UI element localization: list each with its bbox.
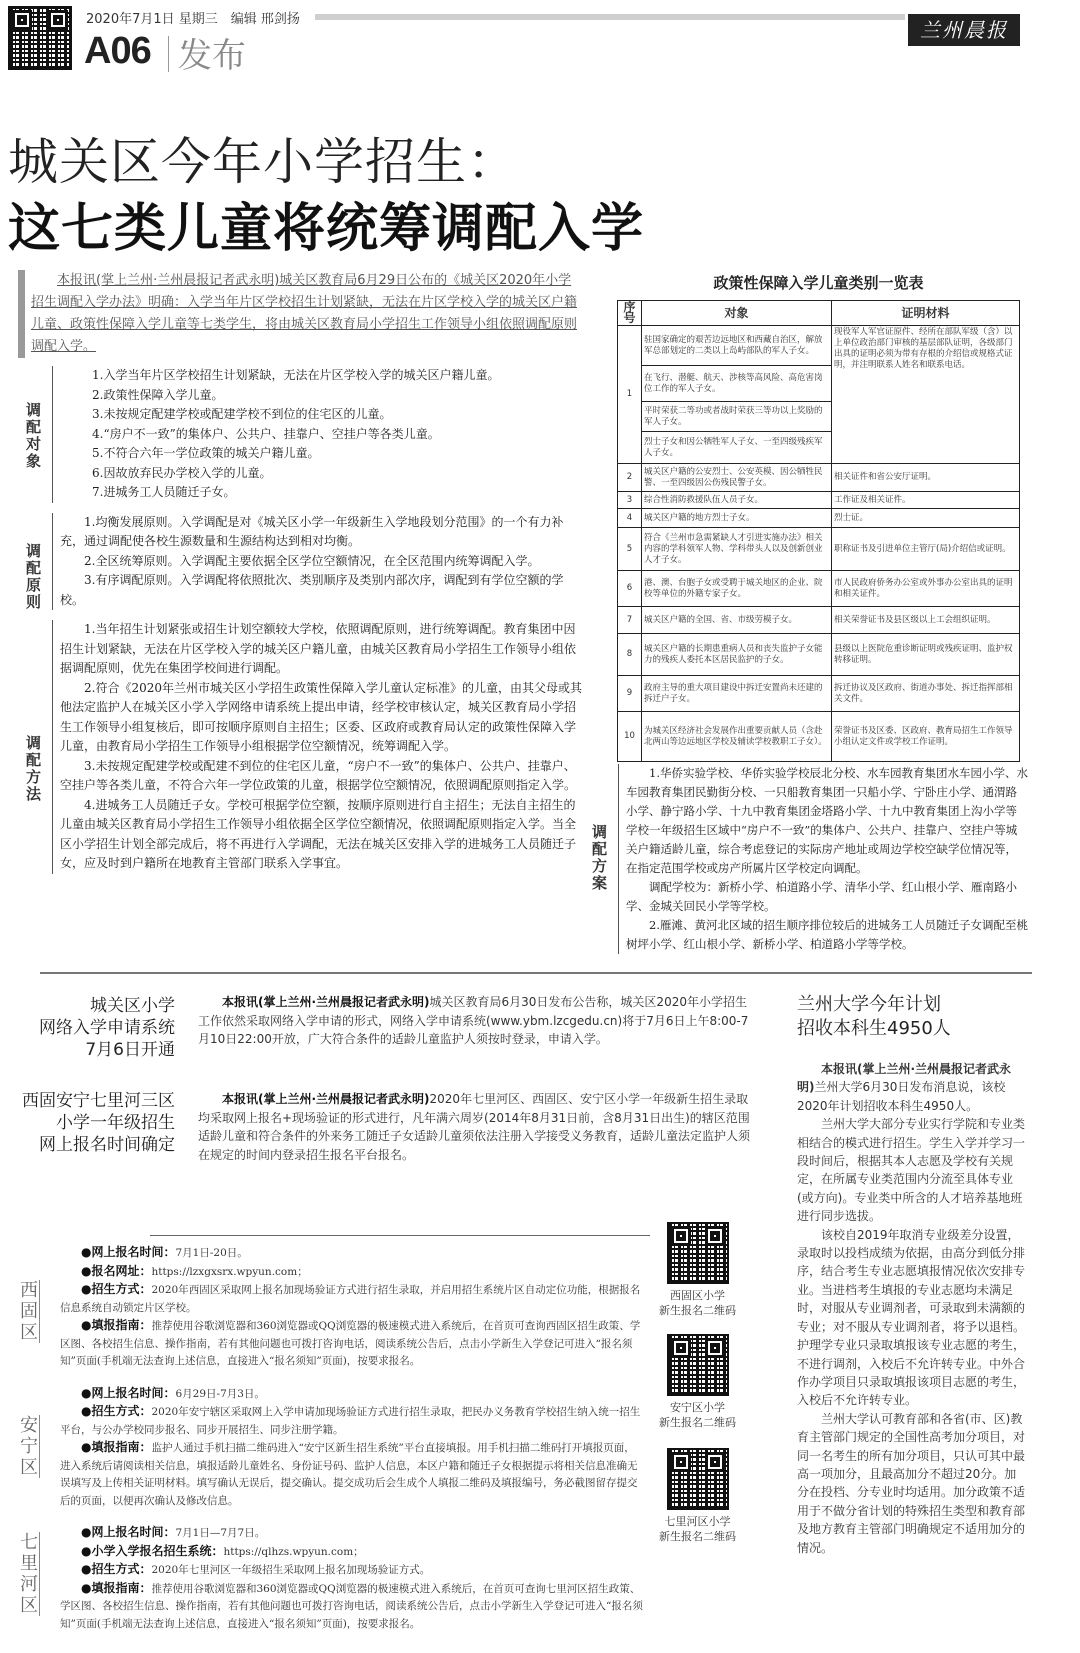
table-title: 政策性保障入学儿童类别一览表 — [713, 274, 924, 292]
callout-line — [150, 1235, 650, 1236]
qr-caption: 西固区小学 — [670, 1289, 725, 1302]
qr-code[interactable] — [667, 1222, 729, 1284]
method-item: 3.未按规定配建学校或配建不到位的住宅区儿童，“房户不一致”的集体户、公共户、挂靠户、空挂户等各类儿童，不符合六年一学位政策的儿童，根据学位空额情况，依照调配原则指定入学。 — [60, 758, 577, 792]
news2-text: 2020年七里河区、西固区、安宁区小学一年级新生招生录取均采取网上报名+现场验证的形式进行，凡年满六周岁(2014年8月31日前，含8月31日出生)的辖区范围适龄儿童和符合条件的外来务工随迁子女适龄儿童须依法注册入学接受义务教育，适龄儿童法定监护人须在规定的时间内登录招生报名平台报名。 — [198, 1092, 751, 1162]
item-key: ●小学入学报名招生系统： — [81, 1543, 224, 1558]
district-label: 西固区 — [20, 1280, 38, 1343]
item-key: ●网上报名时间： — [81, 1525, 176, 1539]
item-key: ●填报指南： — [81, 1318, 152, 1332]
table-row — [618, 509, 1020, 528]
title-line: 城关区小学 — [90, 996, 175, 1016]
section-label: 调配对象 — [26, 401, 42, 470]
item-key: ●填报指南： — [81, 1580, 152, 1595]
news2-body — [198, 1090, 750, 1164]
item-value: 2020年七里河区一年级招生采取网上报名加现场验证方式。 — [151, 1564, 431, 1576]
news2-title — [22, 1090, 175, 1156]
bracket-line — [52, 620, 53, 874]
row-number: 7 — [618, 607, 642, 634]
district-label: 安宁区 — [20, 1414, 38, 1478]
item-key: ●填报指南： — [81, 1440, 152, 1454]
item-value: 2020年安宁辖区采取网上入学申请加现场验证方式进行招生录取，把民办义务教育学校招生纳入统一招生平台，与公办学校同步报名、同步开展招生、同步注册学籍。 — [60, 1406, 641, 1436]
title-line: 小学一年级招生 — [56, 1113, 175, 1133]
editor: 编辑 邢剑扬 — [230, 12, 300, 27]
row-proof: 相关证件和省公安厅证明。 — [832, 464, 1020, 492]
left-column — [20, 366, 582, 874]
row-number: 10 — [618, 712, 642, 762]
row-number: 6 — [618, 571, 642, 607]
issue-date: 2020年7月1日 星期三 — [86, 12, 218, 27]
item-value: 监护人通过手机扫描二维码进入“安宁区新生招生系统”平台直接填报。用手机扫描二维码打开填报页面，进入系统后请阅读相关信息，填报适龄儿童姓名、身份证号码、监护人信息，本区户籍和随迁子女根据提示将相关信息准确无误填写及上传相关证明材料。填写确认无误后，提交确认。提交成功后会生成个人填报二维码及填报编号，务必截图留存提交后的页面，以便再次确认及修改信息。 — [60, 1442, 638, 1507]
title-line: 招收本科生4950人 — [797, 1018, 951, 1039]
plan-section — [586, 764, 1028, 954]
qr-caption: 七里河区小学 — [664, 1515, 731, 1528]
qr-caption: 新生报名二维码 — [659, 1416, 736, 1429]
page-qr-code — [8, 6, 72, 70]
bracket-line — [618, 764, 619, 954]
lzu-byline: 本报讯(掌上兰州·兰州晨报记者武永明) — [797, 1062, 1012, 1095]
row-object: 综合性消防救援队伍人员子女。 — [642, 492, 832, 509]
districts — [20, 1244, 645, 1633]
news1-byline: 本报讯(掌上兰州·兰州晨报记者武永明) — [222, 995, 430, 1009]
principles-section — [20, 513, 582, 611]
title-line: 网络入学申请系统 — [39, 1018, 175, 1038]
section-divider — [40, 972, 1032, 974]
row-proof: 现役军人军官证原件、经所在部队军级（含）以上单位政治部门审核的基层部队证明，各级部门出具的证明必须为带有存根的介绍信或规格式证明，并注明联系人姓名和联系电话。 — [832, 326, 1020, 464]
qr-caption: 新生报名二维码 — [659, 1304, 736, 1317]
targets-section — [20, 366, 582, 503]
row-number: 2 — [618, 464, 642, 492]
registration-link[interactable]: https://qlhzs.wpyun.com； — [223, 1545, 364, 1558]
plan-item: 调配学校为：新桥小学、柏道路小学、清华小学、红山根小学、雁南路小学、金城关回民小学等学校。 — [626, 880, 1017, 913]
lead-paragraph — [18, 270, 578, 358]
district-xigu — [20, 1244, 645, 1371]
target-item: 6.因故放弃民办学校入学的儿童。 — [92, 465, 272, 480]
item-value: 7月1日-20日。 — [175, 1247, 248, 1259]
item-key: ●网上报名时间： — [81, 1385, 176, 1400]
row-proof: 烈士证。 — [832, 509, 1020, 528]
headline-line1: 城关区今年小学招生： — [8, 133, 518, 191]
issue-date-editor — [86, 8, 300, 27]
row-number: 4 — [618, 509, 642, 528]
title-line: 网上报名时间确定 — [39, 1135, 175, 1155]
plan-item: 1.华侨实验学校、华侨实验学校辰北分校、水车园教育集团水车园小学、水车园教育集团民勤街分校、一只船教育集团一只船小学、宁卧庄小学、通渭路小学、静宁路小学、十九中教育集团金塔路小学、十九中教育集团上沟小学等学校一年级招生区域中“房户不一致”的集体户、公共户、挂靠户、空挂户等城关户籍适龄儿童，综合考虑登记的实际房产地址或周边学校空缺学位情况等，在指定范围学校或房产所属片区学校定向调配。 — [626, 766, 1028, 875]
row-number: 8 — [618, 634, 642, 676]
item-value: 2020年西固区采取网上报名加现场验证方式进行招生录取，并启用招生系统片区自动定位功能，根据报名信息系统自动锁定片区学校。 — [60, 1284, 641, 1314]
qr-caption: 新生报名二维码 — [659, 1530, 736, 1543]
news1-text: 城关区教育局6月30日发布公告称，城关区2020年小学招生工作依然采取网络入学申请的形式，网络入学申请系统(www.ybm.lzcgedu.cn)将于7月6日上午8:00-7月10日22:00开放，广大符合条件的适龄儿童监护人须按时登录，申请入学。 — [198, 995, 749, 1046]
item-key: ●网上报名时间： — [81, 1245, 176, 1259]
headline-line2: 这七类儿童将统筹调配入学 — [8, 199, 645, 259]
row-object: 驻国家确定的艰苦边远地区和西藏自治区，解放军总部划定的二类以上岛屿部队的军人子女。 — [642, 326, 832, 366]
divider — [168, 36, 169, 72]
district-label: 七里河区 — [20, 1532, 38, 1616]
item-value: 6月29日-7月3日。 — [175, 1387, 265, 1400]
title-line: 西固安宁七里河三区 — [22, 1091, 175, 1111]
qr-block-anning — [650, 1334, 745, 1430]
news2-byline: 本报讯(掌上兰州·兰州晨报记者武永明) — [222, 1092, 430, 1106]
lzu-paragraph: 兰州大学大部分专业实行学院和专业类相结合的模式进行招生。学生入学并学习一段时间后，根据其本人志愿及学校有关规定，在所属专业类范围内分流至具体专业(或方向)。专业类中所含的人才培养基地班进行同步选拔。 — [797, 1117, 1026, 1224]
principle-item: 2.全区统筹原则。入学调配主要依据全区学位空额情况，在全区范围内统筹调配入学。 — [84, 553, 540, 568]
lzu-title — [797, 993, 951, 1041]
item-value: 推荐使用谷歌浏览器和360浏览器或QQ浏览器的极速模式进入系统后，在首页可查询七里河区招生政策、学区图、各校招生信息、操作指南，若有其他问题也可拨打咨询电话，阅读系统公告后，点击小学新生入学登记可进入“报名须知”页面(手机端无法查询上述信息，直接进入“报名须知”页面)，按要求报名。 — [60, 1582, 643, 1630]
column-header: 证明材料 — [832, 301, 1020, 326]
column-header: 对象 — [642, 301, 832, 326]
row-object: 政府主导的重大项目建设中拆迁安置尚未还建的拆迁户子女。 — [642, 676, 832, 712]
row-object: 港、澳、台胞子女或受聘于城关地区的企业、院校等单位的外籍专家子女。 — [642, 571, 832, 607]
item-value: 7月1日—7月7日。 — [175, 1527, 266, 1539]
row-proof: 工作证及相关证件。 — [832, 492, 1020, 509]
table-row — [618, 634, 1020, 676]
table-row — [618, 676, 1020, 712]
qr-code[interactable] — [667, 1448, 729, 1510]
item-key: ●招生方式： — [81, 1404, 152, 1418]
row-proof: 职称证书及引进单位主管厅(局)介绍信或证明。 — [832, 528, 1020, 571]
table-row — [618, 492, 1020, 509]
newspaper-logo: 兰州晨报 — [908, 14, 1020, 46]
qr-block-xigu — [650, 1222, 745, 1318]
method-item: 4.进城务工人员随迁子女。学校可根据学位空额，按顺序原则进行自主招生；无法自主招生的儿童由城关区教育局小学招生工作领导小组依据全区学位空额情况，依照调配原则指定入学。当全区小学招生计划全部完成后，将不再进行入学调配，无法在城关区安排入学的进城务工人员随迁子女，应及时到户籍所在地教育主管部门联系入学事宜。 — [60, 797, 577, 870]
district-anning — [20, 1385, 645, 1511]
section-label: 调配方案 — [592, 823, 608, 892]
section-label: 调配原则 — [26, 541, 42, 611]
target-item: 3.未按规定配建学校或配建学校不到位的住宅区的儿童。 — [92, 407, 392, 421]
principle-item: 3.有序调配原则。入学调配将依照批次、类别顺序及类别内部次序，调配到有学位空额的学校。 — [60, 573, 564, 607]
table-row — [618, 607, 1020, 634]
principle-item: 1.均衡发展原则。入学调配是对《城关区小学一年级新生入学地段划分范围》的一个有力补充，通过调配使各校生源数量和生源结构达到相对均衡。 — [60, 514, 564, 548]
method-item: 2.符合《2020年兰州市城关区小学招生政策性保障入学儿童认定标准》的儿童，由其父母或其他法定监护人在城关区小学入学网络申请系统上提出申请，经学校审核认定，城关区教育局小学招生工作领导小组复核后，即可按顺序原则自主招生；区委、区政府或教育局认定的政策性保障入学儿童，由教育局小学招生工作领导小组根据学位空额情况，统筹调配入学。 — [60, 680, 582, 753]
item-key: ●招生方式： — [81, 1562, 152, 1576]
qr-block-qilihe — [650, 1448, 745, 1544]
table-row — [618, 528, 1020, 571]
header-rule — [315, 14, 905, 20]
qr-caption: 安宁区小学 — [670, 1401, 725, 1414]
item-value: 推荐使用谷歌浏览器和360浏览器或QQ浏览器的极速模式进入系统后，在首页可查询西固区招生政策、学区图、各校招生信息、操作指南，若有其他问题也可拨打咨询电话，阅读系统公告后，点击小学新生入学登记可进入“报名须知”页面(手机端无法查询上述信息，直接进入“报名须知”页面)，按要求报名。 — [60, 1320, 641, 1367]
plan-item: 2.雁滩、黄河北区域的招生顺序排位较后的进城务工人员随迁子女调配至桃树坪小学、红山根小学、新桥小学、柏道路小学等学校。 — [626, 918, 1028, 951]
bracket-line — [52, 513, 53, 611]
row-proof: 市人民政府侨务办公室或外事办公室出具的证明和相关证件。 — [832, 571, 1020, 607]
row-object: 城关区户籍的公安烈士、公安英模、因公牺牲民警、一至四级因公伤残民警子女。 — [642, 464, 832, 492]
row-object: 符合《兰州市急需紧缺人才引进实施办法》相关内容的学科领军人物、学科带头人以及创新创业人才子女。 — [642, 528, 832, 571]
table-header-row — [618, 301, 1020, 326]
news1-body — [198, 993, 750, 1049]
lzu-paragraph: 兰州大学认可教育部和各省(市、区)教育主管部门规定的全国性高考加分项目，对同一名考生的所有加分项目，只认可其中最高一项加分，且最高加分不超过20分。加分在投档、分专业时均适用。加分政策不适用于不做分省计划的特殊招生类型和教育部及地方教育主管部门明确规定不适用加分的情况。 — [797, 1411, 1026, 1555]
column-header: 序号 — [618, 301, 642, 326]
row-object: 为城关区经济社会发展作出重要贡献人员（含赴北两山等边远地区学校及辅读学校教职工子女）。 — [642, 712, 832, 762]
row-number: 5 — [618, 528, 642, 571]
district-qilihe — [20, 1524, 645, 1633]
item-key: ●招生方式： — [81, 1282, 152, 1296]
section-name: 发布 — [178, 36, 246, 76]
row-object: 城关区户籍的长期患重病人员和丧失监护子女能力的残疾人委托本区居民监护的子女。 — [642, 634, 832, 676]
row-object: 城关区户籍的全国、省、市级劳模子女。 — [642, 607, 832, 634]
item-key: ●报名网址： — [81, 1263, 152, 1278]
target-item: 4.“房户不一致”的集体户、公共户、挂靠户、空挂户等各类儿童。 — [92, 426, 440, 441]
table-row — [618, 571, 1020, 607]
table-row — [618, 326, 1020, 366]
lzu-paragraph: 该校自2019年取消专业级差分设置，录取时以投档成绩为依据，由高分到低分排序，结合考生专业志愿填报情况依次安排专业。当进档考生填报的专业志愿均未满足时，对服从专业调剂者，可录取到未满额的专业；对不服从专业调剂者，将予以退档。护理学专业只录取填报该专业志愿的考生，不进行调剂，入校后不允许转专业。中外合作办学项目只录取填报该项目志愿的考生，入校后不允许转专业。 — [797, 1227, 1026, 1408]
row-proof: 荣誉证书及区委、区政府、教育局招生工作领导小组认定文件或学校工作证明。 — [832, 712, 1020, 762]
row-object: 在飞行、潜艇、航天、涉核等高风险、高危害岗位工作的军人子女。 — [642, 366, 832, 402]
target-item: 2.政策性保障入学儿童。 — [92, 387, 224, 402]
row-object: 烈士子女和因公牺牲军人子女、一至四级残疾军人子女。 — [642, 432, 832, 464]
lzu-paragraph: 兰州大学6月30日发布消息说，该校2020年计划招收本科生4950人。 — [797, 1080, 1006, 1113]
table-row — [618, 464, 1020, 492]
section-label: 调配方法 — [26, 734, 42, 803]
method-item: 1.当年招生计划紧张或招生计划空额较大学校，依照调配原则，进行统筹调配。教育集团中因招生计划紧缺，无法在片区学校入学的城关区户籍儿童，由城关区教育局小学招生工作领导小组依据调配原则，优先在集团学校间进行调配。 — [60, 622, 577, 675]
methods-section — [20, 620, 582, 874]
row-number: 9 — [618, 676, 642, 712]
policy-table — [617, 300, 1020, 762]
lead-text: 城关区教育局6月29日公布的《城关区2020年小学招生调配入学办法》明确：入学当年片区学校招生计划紧缺，无法在片区学校入学的城关区户籍儿童、政策性保障入学儿童等七类学生，将由城关区教育局小学招生工作领导小组依照调配原则调配入学。 — [31, 273, 578, 354]
target-item: 7.进城务工人员随迁子女。 — [92, 485, 236, 499]
table-row — [618, 712, 1020, 762]
registration-link[interactable]: https://lzxgxsrx.wpyun.com； — [151, 1265, 308, 1278]
page-number: A06 — [84, 30, 151, 72]
lead-byline: 本报讯(掌上兰州·兰州晨报记者武永明) — [57, 273, 280, 288]
row-proof: 县级以上医院危重诊断证明或残疾证明、监护权转移证明。 — [832, 634, 1020, 676]
lzu-body — [797, 1060, 1025, 1557]
news1-title — [39, 995, 175, 1061]
row-number: 1 — [618, 326, 642, 464]
row-number: 3 — [618, 492, 642, 509]
target-item: 5.不符合六年一学位政策的城关户籍儿童。 — [92, 446, 320, 460]
target-item: 1.入学当年片区学校招生计划紧缺，无法在片区学校入学的城关区户籍儿童。 — [92, 368, 500, 382]
row-proof: 相关荣誉证书及县区级以上工会组织证明。 — [832, 607, 1020, 634]
bracket-line — [52, 366, 53, 503]
row-object: 平时荣获二等功或者战时荣获三等功以上奖励的军人子女。 — [642, 402, 832, 432]
row-proof: 拆迁协议及区政府、街道办事处、拆迁指挥部相关文件。 — [832, 676, 1020, 712]
title-line: 7月6日开通 — [85, 1040, 175, 1060]
row-object: 城关区户籍的地方烈士子女。 — [642, 509, 832, 528]
qr-code[interactable] — [667, 1334, 729, 1396]
title-line: 兰州大学今年计划 — [797, 994, 941, 1015]
